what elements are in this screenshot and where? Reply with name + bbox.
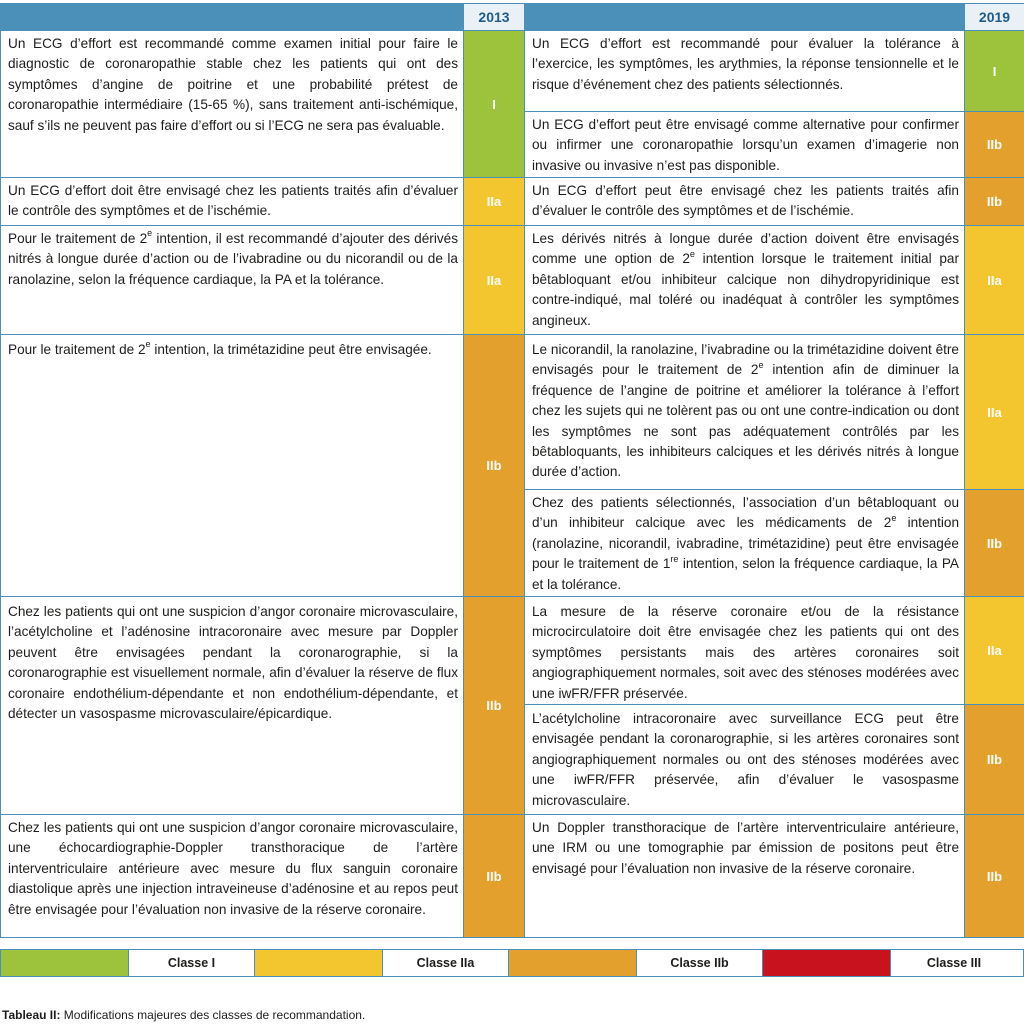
cell-2013 xyxy=(1,335,464,597)
class-badge: IIb xyxy=(464,597,525,815)
recommendation-text: La mesure de la réserve coronaire et/ou de la résistance microcirculatoire doit être envisagée chez les patients qui ont des symptômes persistants mais des artères coronaires soit angiographiquement normales, soit avec des sténoses modérées avec une iwFR/FFR préservée. xyxy=(532,604,959,701)
recommendation-text: Chez les patients qui ont une suspicion d’angor coronaire microvasculaire, une échocardiographie-Doppler transthoracique de l’artère interventriculaire antérieure avec mesure du flux sanguin coronaire diastolique après une injection intraveineuse d’adénosine et au repos peut être envisagée pour l’évaluation non invasive de la réserve coronaire. xyxy=(8,820,458,917)
header-spacer-left xyxy=(1,4,464,31)
class-badge: IIb xyxy=(464,815,525,938)
class-badge: IIb xyxy=(965,112,1024,178)
cell-2019 xyxy=(525,112,965,178)
recommendation-text: Un ECG d’effort peut être envisagé comme alternative pour confirmer ou infirmer une coronaropathie lorsqu’un examen d’imagerie non invasive ou invasive n’est pas disponible. xyxy=(532,117,959,173)
class-badge: IIa xyxy=(464,226,525,335)
class-badge: IIb xyxy=(965,490,1024,597)
legend-swatch-class-III xyxy=(763,950,890,976)
table-row xyxy=(1,178,1024,226)
class-badge: IIa xyxy=(965,226,1024,335)
legend-label: Classe III xyxy=(890,950,1017,976)
recommendation-text: Chez des patients sélectionnés, l’association d’un bêtabloquant ou d’un inhibiteur calcique avec les médicaments de 2e intention (ranolazine, nicorandil, ivabradine, trimétazidine) peut être envisagée pour le traitement de 1re intention, selon la fréquence cardiaque, la PA et la tolérance. xyxy=(532,495,960,592)
class-badge: IIb xyxy=(464,335,525,597)
cell-2019 xyxy=(525,490,965,597)
legend-label: Classe IIa xyxy=(382,950,509,976)
cell-2013 xyxy=(1,226,464,335)
header-row xyxy=(1,4,1024,31)
cell-2019 xyxy=(525,178,965,226)
recommendation-text: Un ECG d’effort est recommandé pour évaluer la tolérance à l’exercice, les symptômes, les arythmies, la réponse tensionnelle et le risque d’événement chez des patients sélectionnés. xyxy=(532,36,959,92)
class-badge: IIa xyxy=(965,335,1024,490)
table-caption xyxy=(2,1008,365,1022)
recommendation-text: Pour le traitement de 2e intention, la trimétazidine peut être envisagée. xyxy=(8,339,432,357)
table-row xyxy=(1,31,1024,112)
recommendation-text: Un ECG d’effort est recommandé comme examen initial pour faire le diagnostic de coronaropathie stable chez les patients qui ont des symptômes d’angine de poitrine et une probabilité prétest de coronaropathie intermédiaire (15-65 %), sans traitement anti-ischémique, sauf s’ils ne peuvent pas faire d’effort ou si l’ECG ne sera pas évaluable. xyxy=(8,36,458,133)
recommendation-text: Un ECG d’effort doit être envisagé chez les patients traités afin d’évaluer le contrôle des symptômes et de l’ischémie. xyxy=(8,183,458,219)
caption-text: Modifications majeures des classes de recommandation. xyxy=(60,1008,366,1022)
cell-2013 xyxy=(1,178,464,226)
recommendations-table xyxy=(0,3,1024,938)
table-row xyxy=(1,335,1024,490)
legend-swatch-class-IIa xyxy=(255,950,382,976)
class-badge: I xyxy=(464,31,525,178)
cell-2019 xyxy=(525,335,965,490)
class-badge: I xyxy=(965,31,1024,112)
header-spacer-right xyxy=(525,4,965,31)
recommendation-text: Pour le traitement de 2e intention, il est recommandé d’ajouter des dérivés nitrés à longue durée d’action ou de l’ivabradine ou du nicorandil ou de la ranolazine, selon la fréquence cardiaque, la PA et la tolérance. xyxy=(8,228,459,287)
class-badge: IIa xyxy=(965,597,1024,705)
legend-swatch-class-IIb xyxy=(509,950,636,976)
year-2013: 2013 xyxy=(464,4,525,31)
cell-2013 xyxy=(1,597,464,815)
legend-label: Classe I xyxy=(128,950,255,976)
table-row xyxy=(1,226,1024,335)
table-row xyxy=(1,815,1024,938)
recommendation-text: Les dérivés nitrés à longue durée d’action doivent être envisagés comme une option de 2e intention lorsque le traitement initial par bêtabloquant et/ou inhibiteur calcique non dihydropyridinique est contre-indiqué, mal toléré ou inadéquat à contrôler les symptômes angineux. xyxy=(532,231,959,328)
cell-2019 xyxy=(525,705,965,815)
caption-label: Tableau II: xyxy=(2,1008,61,1022)
legend-label: Classe IIb xyxy=(636,950,763,976)
recommendation-text: Un Doppler transthoracique de l’artère interventriculaire antérieure, une IRM ou une tomographie par émission de positons peut être envisagé pour l’évaluation non invasive de la réserve coronaire. xyxy=(532,820,959,876)
cell-2019 xyxy=(525,31,965,112)
recommendation-text: L’acétylcholine intracoronaire avec surveillance ECG peut être envisagée pendant la coronarographie, si les artères coronaires sont angiographiquement normales ou ont des sténoses modérées avec une iwFR/FFR préservée, afin d’évaluer le vasospasme microvasculaire. xyxy=(532,711,959,808)
cell-2019 xyxy=(525,815,965,938)
class-legend xyxy=(0,949,1024,977)
cell-2019 xyxy=(525,226,965,335)
recommendation-text: Le nicorandil, la ranolazine, l’ivabradine ou la trimétazidine doivent être envisagés pour le traitement de 2e intention afin de diminuer la fréquence de l’angine de poitrine et améliorer la tolérance à l’effort chez les sujets qui ne tolèrent pas ou ont une contre-indication ou dont les symptômes ne sont pas adéquatement contrôlés par les bêtabloquants, les inhibiteurs calciques et les dérivés nitrés à longue durée d’action. xyxy=(532,342,959,480)
class-badge: IIb xyxy=(965,178,1024,226)
class-badge: IIb xyxy=(965,705,1024,815)
table-row xyxy=(1,597,1024,705)
year-2019: 2019 xyxy=(965,4,1024,31)
cell-2019 xyxy=(525,597,965,705)
cell-2013 xyxy=(1,31,464,178)
recommendation-text: Un ECG d’effort peut être envisagé chez les patients traités afin d’évaluer le contrôle des symptômes et de l’ischémie. xyxy=(532,183,959,219)
cell-2013 xyxy=(1,815,464,938)
legend-swatch-class-I xyxy=(1,950,128,976)
recommendation-text: Chez les patients qui ont une suspicion d’angor coronaire microvasculaire, l’acétylcholine et l’adénosine intracoronaire avec mesure par Doppler peuvent être envisagées pendant la coronarographie, si la coronarographie est visuellement normale, afin d’évaluer la réserve de flux coronaire endothélium-dépendante et non endothélium-dépendante, et détecter un vasospasme microvasculaire/épicardique. xyxy=(8,604,458,722)
class-badge: IIa xyxy=(464,178,525,226)
class-badge: IIb xyxy=(965,815,1024,938)
